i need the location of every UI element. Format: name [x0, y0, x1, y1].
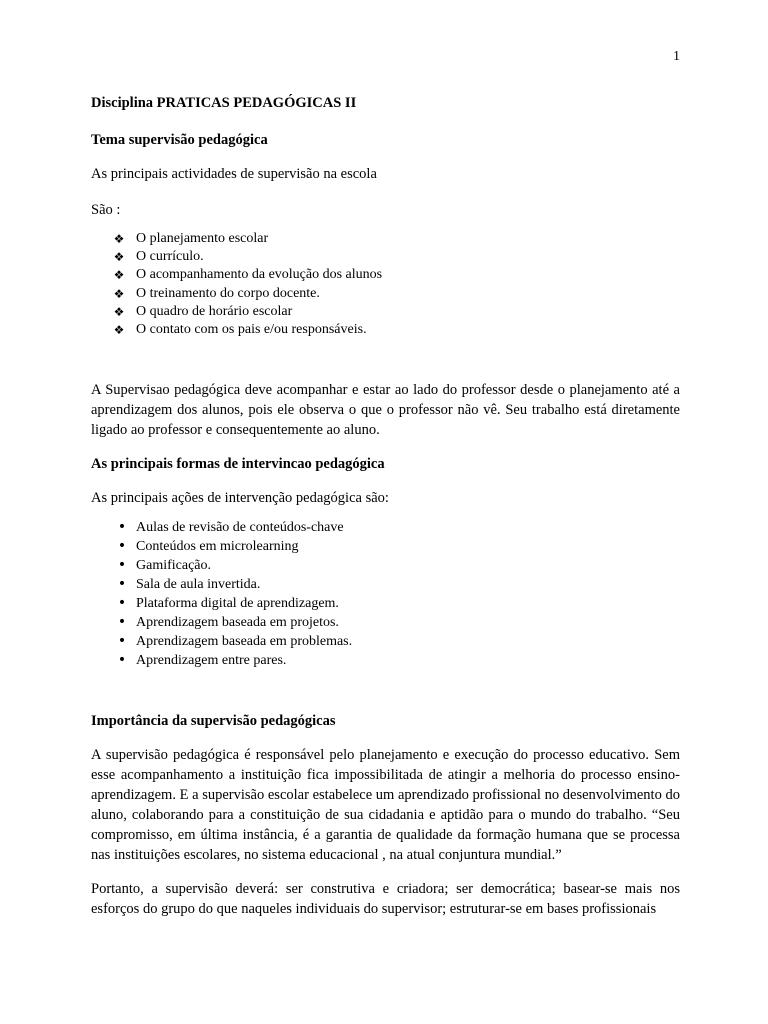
list-item: ❖ O treinamento do corpo docente. [91, 285, 680, 303]
interventions-list [91, 518, 680, 670]
list-item: • Plataforma digital de aprendizagem. [91, 594, 680, 613]
list-item: • Conteúdos em microlearning [91, 537, 680, 556]
dot-bullet-icon: • [117, 576, 127, 593]
list-item: • Aprendizagem baseada em projetos. [91, 613, 680, 632]
activities-list [91, 230, 680, 339]
dot-bullet-icon: • [117, 614, 127, 631]
list-item: • Aulas de revisão de conteúdos-chave [91, 518, 680, 537]
intro-line: As principais actividades de supervisão na escola [91, 166, 377, 182]
list-item: ❖ O planejamento escolar [91, 230, 680, 248]
list-item: ❖ O contato com os pais e/ou responsáveis. [91, 321, 680, 339]
dot-bullet-icon: • [117, 652, 127, 669]
diamond-bullet-icon: ❖ [113, 286, 125, 301]
dot-bullet-icon: • [117, 538, 127, 555]
list-item: • Aprendizagem entre pares. [91, 651, 680, 670]
diamond-bullet-icon: ❖ [113, 304, 125, 319]
list-item: • Gamificação. [91, 556, 680, 575]
importance-heading: Importância da supervisão pedagógicas [91, 713, 336, 730]
list-item: • Aprendizagem baseada em problemas. [91, 632, 680, 651]
page-number: 1 [673, 49, 680, 64]
conclusion-paragraph: Portanto, a supervisão deverá: ser construtiva e criadora; ser democrática; basear-se mais nos esforços do grupo do que naqueles individuais do supervisor; estruturar-se em bases profissionais [91, 881, 680, 918]
supervision-paragraph: A Supervisao pedagógica deve acompanhar e estar ao lado do professor desde o planejamento até a aprendizagem dos alunos, pois ele observa o que o professor não vê. Seu trabalho está diretamente ligado ao professor e consequentemente ao aluno. [91, 382, 680, 439]
list-item: • Sala de aula invertida. [91, 575, 680, 594]
importance-paragraph: A supervisão pedagógica é responsável pelo planejamento e execução do processo educativo. Sem esse acompanhamento a instituição fica impossibilitada de atingir a melhoria do processo ensino-aprendizagem. E a supervisão escolar estabelece um aprendizado profissional no desenvolvimento do aluno, colaborando para a constituição de sua cidadania e aptidão para o mundo do trabalho. “Seu compromisso, em última instância, é a garantia de qualidade da formação humana que se processa nas instituições escolares, no sistema educacional , na atual conjuntura mundial.” [91, 747, 680, 864]
dot-bullet-icon: • [117, 633, 127, 650]
dot-bullet-icon: • [117, 595, 127, 612]
list-item: ❖ O currículo. [91, 248, 680, 266]
discipline-line: Disciplina PRATICAS PEDAGÓGICAS II [91, 95, 357, 111]
diamond-bullet-icon: ❖ [113, 323, 125, 338]
diamond-bullet-icon: ❖ [113, 250, 125, 265]
document-body [91, 93, 680, 919]
dot-bullet-icon: • [117, 519, 127, 536]
list-item: ❖ O acompanhamento da evolução dos alunos [91, 266, 680, 284]
intervention-heading: As principais formas de intervincao pedagógica [91, 456, 385, 473]
diamond-bullet-icon: ❖ [113, 268, 125, 283]
diamond-bullet-icon: ❖ [113, 232, 125, 246]
intervention-intro: As principais ações de intervenção pedagógica são: [91, 490, 389, 507]
sao-label: São : [91, 202, 121, 218]
list-item: ❖ O quadro de horário escolar [91, 303, 680, 321]
theme-line: Tema supervisão pedagógica [91, 132, 268, 148]
dot-bullet-icon: • [117, 557, 127, 574]
